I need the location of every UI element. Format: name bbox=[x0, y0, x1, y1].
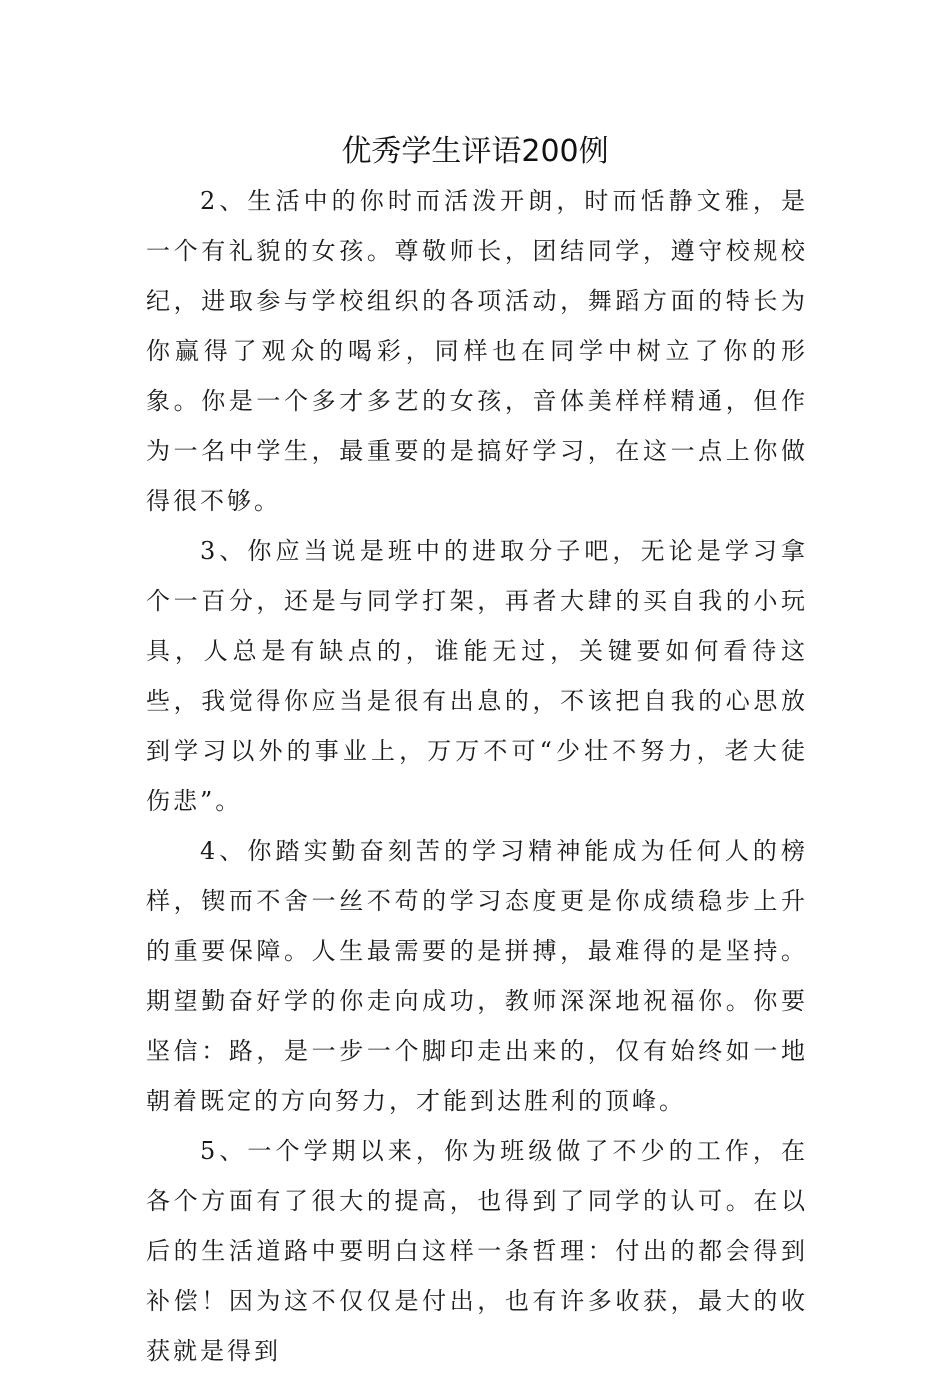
paragraph-5: 5、一个学期以来，你为班级做了不少的工作，在各个方面有了很大的提高，也得到了同学的认可。在以后的生活道路中要明白这样一条哲理：付出的都会得到补偿！因为这不仅仅是付出，也有许多收获，最大的收获就是得到 bbox=[146, 1137, 808, 1365]
paragraph-3: 3、你应当说是班中的进取分子吧，无论是学习拿个一百分，还是与同学打架，再者大肆的买自我的小玩具，人总是有缺点的，谁能无过，关键要如何看待这些，我觉得你应当是很有出息的，不该把自我的心思放到学习以外的事业上，万万不可“少壮不努力，老大徒伤悲”。 bbox=[146, 537, 808, 815]
paragraph-4: 4、你踏实勤奋刻苦的学习精神能成为任何人的榜样，锲而不舍一丝不苟的学习态度更是你成绩稳步上升的重要保障。人生最需要的是拼搏，最难得的是坚持。期望勤奋好学的你走向成功，教师深深地祝福你。你要坚信：路，是一步一个脚印走出来的，仅有始终如一地朝着既定的方向努力，才能到达胜利的顶峰。 bbox=[146, 837, 808, 1115]
document-title: 优秀学生评语200例 bbox=[341, 134, 609, 169]
paragraph-2: 2、生活中的你时而活泼开朗，时而恬静文雅，是一个有礼貌的女孩。尊敬师长，团结同学，遵守校规校纪，进取参与学校组织的各项活动，舞蹈方面的特长为你赢得了观众的喝彩，同样也在同学中树立了你的形象。你是一个多才多艺的女孩，音体美样样精通，但作为一名中学生，最重要的是搞好学习，在这一点上你做得很不够。 bbox=[146, 187, 808, 515]
document-body bbox=[146, 176, 808, 1376]
